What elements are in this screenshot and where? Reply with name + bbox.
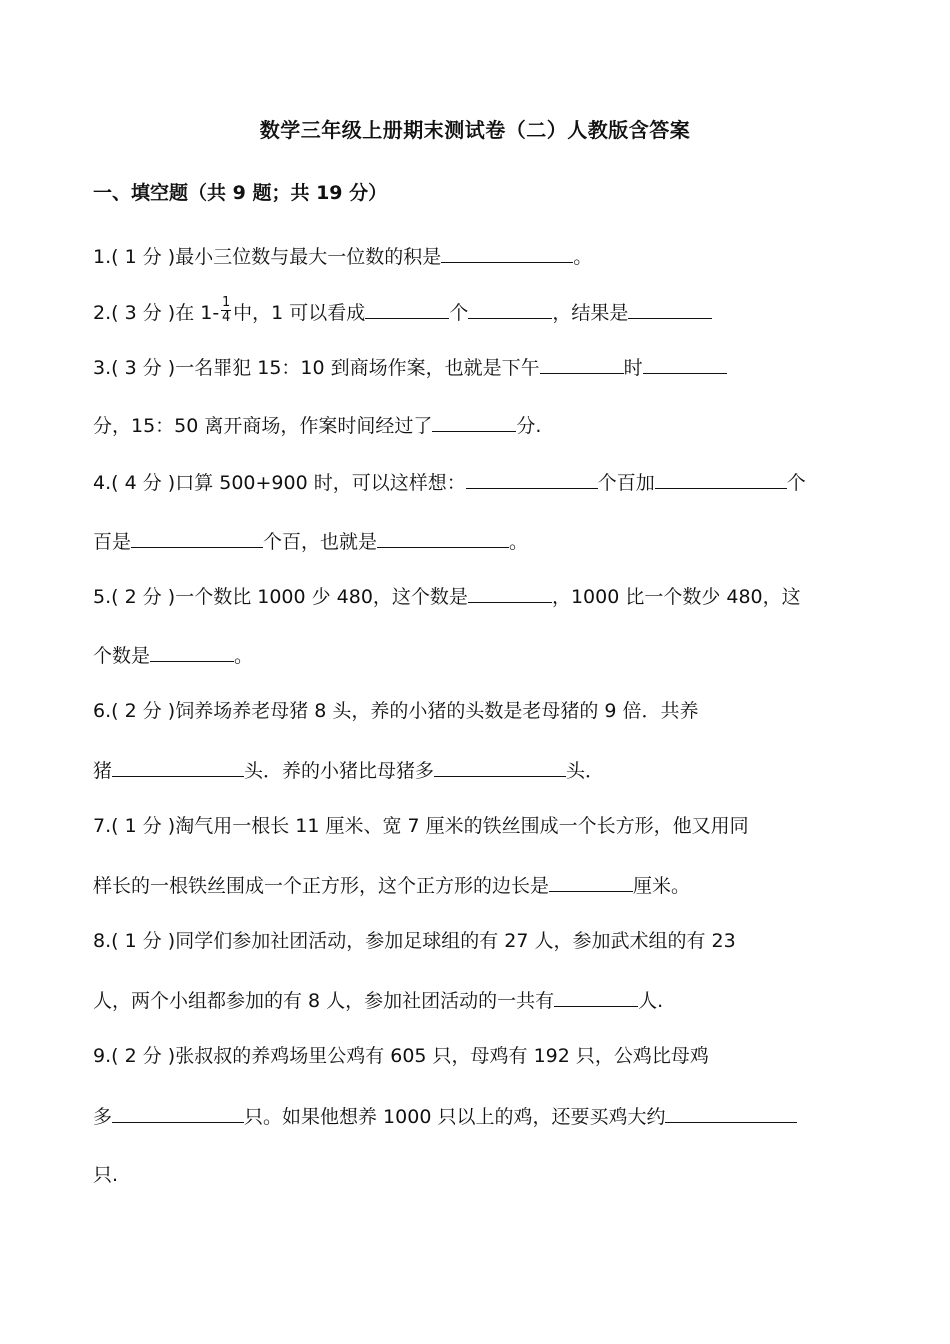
question-text: 。 xyxy=(509,531,529,553)
question-text: 百是 xyxy=(93,531,132,553)
question-score: ( 2 分 ) xyxy=(111,700,176,722)
question-text: 只。如果他想养 1000 只以上的鸡，还要买鸡大约 xyxy=(244,1106,666,1128)
answer-blank[interactable] xyxy=(628,300,712,319)
question-text: 个 xyxy=(786,472,806,494)
question-text: 个百加 xyxy=(597,472,655,494)
answer-blank[interactable] xyxy=(468,584,552,603)
question-6 xyxy=(93,699,699,723)
question-5-cont xyxy=(93,643,253,668)
question-4-cont xyxy=(93,529,528,554)
question-text: 。 xyxy=(234,645,254,667)
answer-blank[interactable] xyxy=(554,988,638,1007)
page-title: 数学三年级上册期末测试卷（二）人教版含答案 xyxy=(259,118,691,142)
question-9 xyxy=(93,1044,709,1068)
answer-blank[interactable] xyxy=(549,873,633,892)
question-text: 分. xyxy=(516,415,542,437)
question-text: 头．养的小猪比母猪多 xyxy=(244,760,435,782)
question-9-cont2 xyxy=(93,1163,118,1187)
question-8-cont xyxy=(93,988,663,1013)
question-text: 同学们参加社团活动，参加足球组的有 27 人，参加武术组的有 23 xyxy=(175,930,736,952)
question-text: 一名罪犯 15：10 到商场作案，也就是下午 xyxy=(175,357,540,379)
question-score: ( 4 分 ) xyxy=(111,472,176,494)
question-4 xyxy=(93,470,806,495)
question-text: 人. xyxy=(638,990,664,1012)
question-text: 人，两个小组都参加的有 8 人，参加社团活动的一共有 xyxy=(93,990,555,1012)
question-text: 中，1 可以看成 xyxy=(233,302,366,324)
answer-blank[interactable] xyxy=(468,300,552,319)
question-text: 猪 xyxy=(93,760,113,782)
answer-blank[interactable] xyxy=(112,1104,244,1123)
question-text: 个百，也就是 xyxy=(263,531,378,553)
answer-blank[interactable] xyxy=(131,529,263,548)
question-5 xyxy=(93,584,801,609)
question-score: ( 2 分 ) xyxy=(111,1045,176,1067)
question-text: 。 xyxy=(573,246,593,268)
question-text: 多 xyxy=(93,1106,113,1128)
question-number: 9. xyxy=(93,1045,112,1067)
question-score: ( 3 分 ) xyxy=(111,302,176,324)
answer-blank[interactable] xyxy=(540,355,624,374)
question-text: 厘米。 xyxy=(633,875,691,897)
answer-blank[interactable] xyxy=(441,244,573,263)
question-text: ，1000 比一个数少 480，这 xyxy=(551,586,801,608)
question-text: 头． xyxy=(566,760,605,782)
question-text: 只. xyxy=(93,1164,119,1186)
question-3-cont xyxy=(93,413,541,438)
question-number: 4. xyxy=(93,472,112,494)
question-text: 时 xyxy=(623,357,643,379)
answer-blank[interactable] xyxy=(643,355,727,374)
question-number: 1. xyxy=(93,246,112,268)
question-8 xyxy=(93,929,736,953)
answer-blank[interactable] xyxy=(432,413,516,432)
question-3 xyxy=(93,355,727,380)
question-9-cont xyxy=(93,1104,797,1129)
section-heading: 一、填空题（共 9 题；共 19 分） xyxy=(93,182,388,204)
fraction xyxy=(221,296,231,325)
question-2 xyxy=(93,295,712,328)
question-score: ( 2 分 ) xyxy=(111,586,176,608)
fraction-numerator: 1 xyxy=(222,295,231,310)
question-text: 个数是 xyxy=(93,645,151,667)
question-score: ( 3 分 ) xyxy=(111,357,176,379)
question-text: ，结果是 xyxy=(552,302,629,324)
question-number: 8. xyxy=(93,930,112,952)
answer-blank[interactable] xyxy=(112,758,244,777)
question-text: 张叔叔的养鸡场里公鸡有 605 只，母鸡有 192 只，公鸡比母鸡 xyxy=(175,1045,709,1067)
question-number: 5. xyxy=(93,586,112,608)
answer-blank[interactable] xyxy=(466,470,598,489)
question-6-cont xyxy=(93,758,604,783)
question-score: ( 1 分 ) xyxy=(111,815,176,837)
answer-blank[interactable] xyxy=(434,758,566,777)
question-7-cont xyxy=(93,873,690,898)
question-text: 样长的一根铁丝围成一个正方形，这个正方形的边长是 xyxy=(93,875,550,897)
fraction-denominator: 4 xyxy=(222,310,231,325)
answer-blank[interactable] xyxy=(655,470,787,489)
answer-blank[interactable] xyxy=(150,643,234,662)
question-number: 7. xyxy=(93,815,112,837)
question-number: 6. xyxy=(93,700,112,722)
answer-blank[interactable] xyxy=(665,1104,797,1123)
question-text: 一个数比 1000 少 480，这个数是 xyxy=(175,586,468,608)
question-text: 分，15：50 离开商场，作案时间经过了 xyxy=(93,415,433,437)
question-number: 3. xyxy=(93,357,112,379)
question-text: 个 xyxy=(449,302,469,324)
question-text: 最小三位数与最大一位数的积是 xyxy=(175,246,442,268)
question-1 xyxy=(93,244,592,269)
question-score: ( 1 分 ) xyxy=(111,930,176,952)
question-text: 淘气用一根长 11 厘米、宽 7 厘米的铁丝围成一个长方形，他又用同 xyxy=(175,815,749,837)
question-text: 在 1- xyxy=(175,302,220,324)
question-score: ( 1 分 ) xyxy=(111,246,176,268)
question-text: 饲养场养老母猪 8 头，养的小猪的头数是老母猪的 9 倍．共养 xyxy=(175,700,699,722)
answer-blank[interactable] xyxy=(365,300,449,319)
question-text: 口算 500+900 时，可以这样想： xyxy=(175,472,466,494)
answer-blank[interactable] xyxy=(377,529,509,548)
question-number: 2. xyxy=(93,302,112,324)
question-7 xyxy=(93,814,749,838)
